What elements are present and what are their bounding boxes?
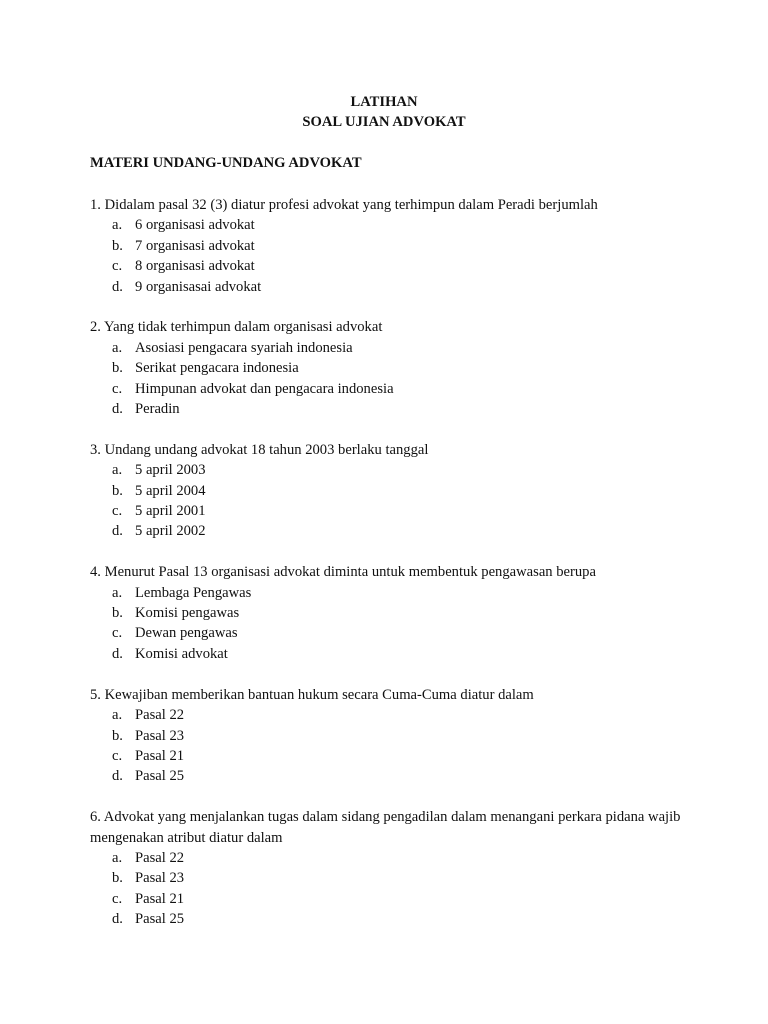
option-list xyxy=(90,460,690,542)
option-letter: a. xyxy=(112,339,123,356)
option-text: Serikat pengacara indonesia xyxy=(135,360,299,377)
option-letter: a. xyxy=(112,584,123,601)
option-text: Pasal 22 xyxy=(135,849,185,866)
option-letter: d. xyxy=(112,768,123,785)
question-3 xyxy=(90,440,690,542)
option-letter: b. xyxy=(112,727,123,744)
option-text: Dewan pengawas xyxy=(135,625,238,642)
question-text: 6. Advokat yang menjalankan tugas dalam sidang pengadilan dalam menangani perkara pidana wajib mengenakan atribut diatur dalam xyxy=(90,809,681,846)
answer-option xyxy=(90,705,690,725)
answer-option xyxy=(90,358,690,378)
option-letter: d. xyxy=(112,911,123,928)
option-text: Pasal 21 xyxy=(135,890,185,907)
option-text: Pasal 21 xyxy=(135,747,185,764)
option-letter: a. xyxy=(112,462,123,479)
option-letter: c. xyxy=(112,625,123,642)
answer-option xyxy=(90,644,690,664)
option-letter: b. xyxy=(112,605,123,622)
option-text: 6 organisasi advokat xyxy=(135,217,255,234)
option-text: Peradin xyxy=(135,401,180,418)
question-1 xyxy=(90,195,690,297)
option-text: 5 april 2001 xyxy=(135,503,206,520)
option-letter: d. xyxy=(112,645,123,662)
answer-option xyxy=(90,766,690,786)
option-text: Pasal 23 xyxy=(135,870,185,887)
option-letter: d. xyxy=(112,523,123,540)
option-text: Asosiasi pengacara syariah indonesia xyxy=(135,339,353,356)
question-text: 1. Didalam pasal 32 (3) diatur profesi advokat yang terhimpun dalam Peradi berjumlah xyxy=(90,197,598,213)
option-letter: c. xyxy=(112,747,123,764)
question-text: 3. Undang undang advokat 18 tahun 2003 berlaku tanggal xyxy=(90,441,429,458)
option-letter: a. xyxy=(112,217,123,234)
answer-option xyxy=(90,481,690,501)
option-list xyxy=(90,215,690,297)
answer-option xyxy=(90,277,690,297)
section-heading: MATERI UNDANG-UNDANG ADVOKAT xyxy=(90,155,362,171)
option-text: 5 april 2002 xyxy=(135,523,206,540)
answer-option xyxy=(90,848,690,868)
option-letter: c. xyxy=(112,258,123,275)
option-letter: b. xyxy=(112,482,123,499)
question-text: 2. Yang tidak terhimpun dalam organisasi advokat xyxy=(90,319,383,336)
answer-option xyxy=(90,583,690,603)
question-list xyxy=(90,195,690,950)
option-letter: d. xyxy=(112,278,123,295)
option-letter: b. xyxy=(112,237,123,254)
option-text: Himpunan advokat dan pengacara indonesia xyxy=(135,380,394,397)
option-text: 5 april 2004 xyxy=(135,482,206,499)
answer-option xyxy=(90,215,690,235)
option-list xyxy=(90,705,690,787)
option-text: 5 april 2003 xyxy=(135,462,206,479)
question-text: 5. Kewajiban memberikan bantuan hukum secara Cuma-Cuma diatur dalam xyxy=(90,686,534,703)
option-letter: a. xyxy=(112,707,123,724)
answer-option xyxy=(90,889,690,909)
option-text: Pasal 22 xyxy=(135,707,185,724)
option-letter: d. xyxy=(112,401,123,418)
answer-option xyxy=(90,379,690,399)
answer-option xyxy=(90,603,690,623)
option-letter: b. xyxy=(112,870,123,887)
answer-option xyxy=(90,521,690,541)
option-letter: a. xyxy=(112,849,123,866)
question-text: 4. Menurut Pasal 13 organisasi advokat diminta untuk membentuk pengawasan berupa xyxy=(90,564,596,581)
answer-option xyxy=(90,623,690,643)
option-text: Pasal 25 xyxy=(135,911,185,928)
question-2 xyxy=(90,317,690,419)
option-text: 8 organisasi advokat xyxy=(135,258,255,275)
option-list xyxy=(90,338,690,420)
answer-option xyxy=(90,399,690,419)
option-text: Pasal 23 xyxy=(135,727,185,744)
answer-option xyxy=(90,338,690,358)
answer-option xyxy=(90,746,690,766)
question-5 xyxy=(90,685,690,787)
option-text: 9 organisasai advokat xyxy=(135,278,262,295)
question-6 xyxy=(90,807,690,929)
document-title: LATIHAN xyxy=(350,94,418,110)
option-letter: c. xyxy=(112,890,123,907)
option-text: Komisi advokat xyxy=(135,645,228,662)
option-text: Lembaga Pengawas xyxy=(135,584,252,601)
document-subtitle: SOAL UJIAN ADVOKAT xyxy=(302,114,466,130)
option-letter: c. xyxy=(112,380,123,397)
option-list xyxy=(90,848,690,930)
answer-option xyxy=(90,868,690,888)
option-list xyxy=(90,583,690,665)
answer-option xyxy=(90,256,690,276)
answer-option xyxy=(90,726,690,746)
option-letter: b. xyxy=(112,360,123,377)
answer-option xyxy=(90,909,690,929)
answer-option xyxy=(90,236,690,256)
option-text: 7 organisasi advokat xyxy=(135,237,255,254)
option-text: Komisi pengawas xyxy=(135,605,240,622)
option-text: Pasal 25 xyxy=(135,768,185,785)
answer-option xyxy=(90,501,690,521)
option-letter: c. xyxy=(112,503,123,520)
question-4 xyxy=(90,562,690,664)
answer-option xyxy=(90,460,690,480)
